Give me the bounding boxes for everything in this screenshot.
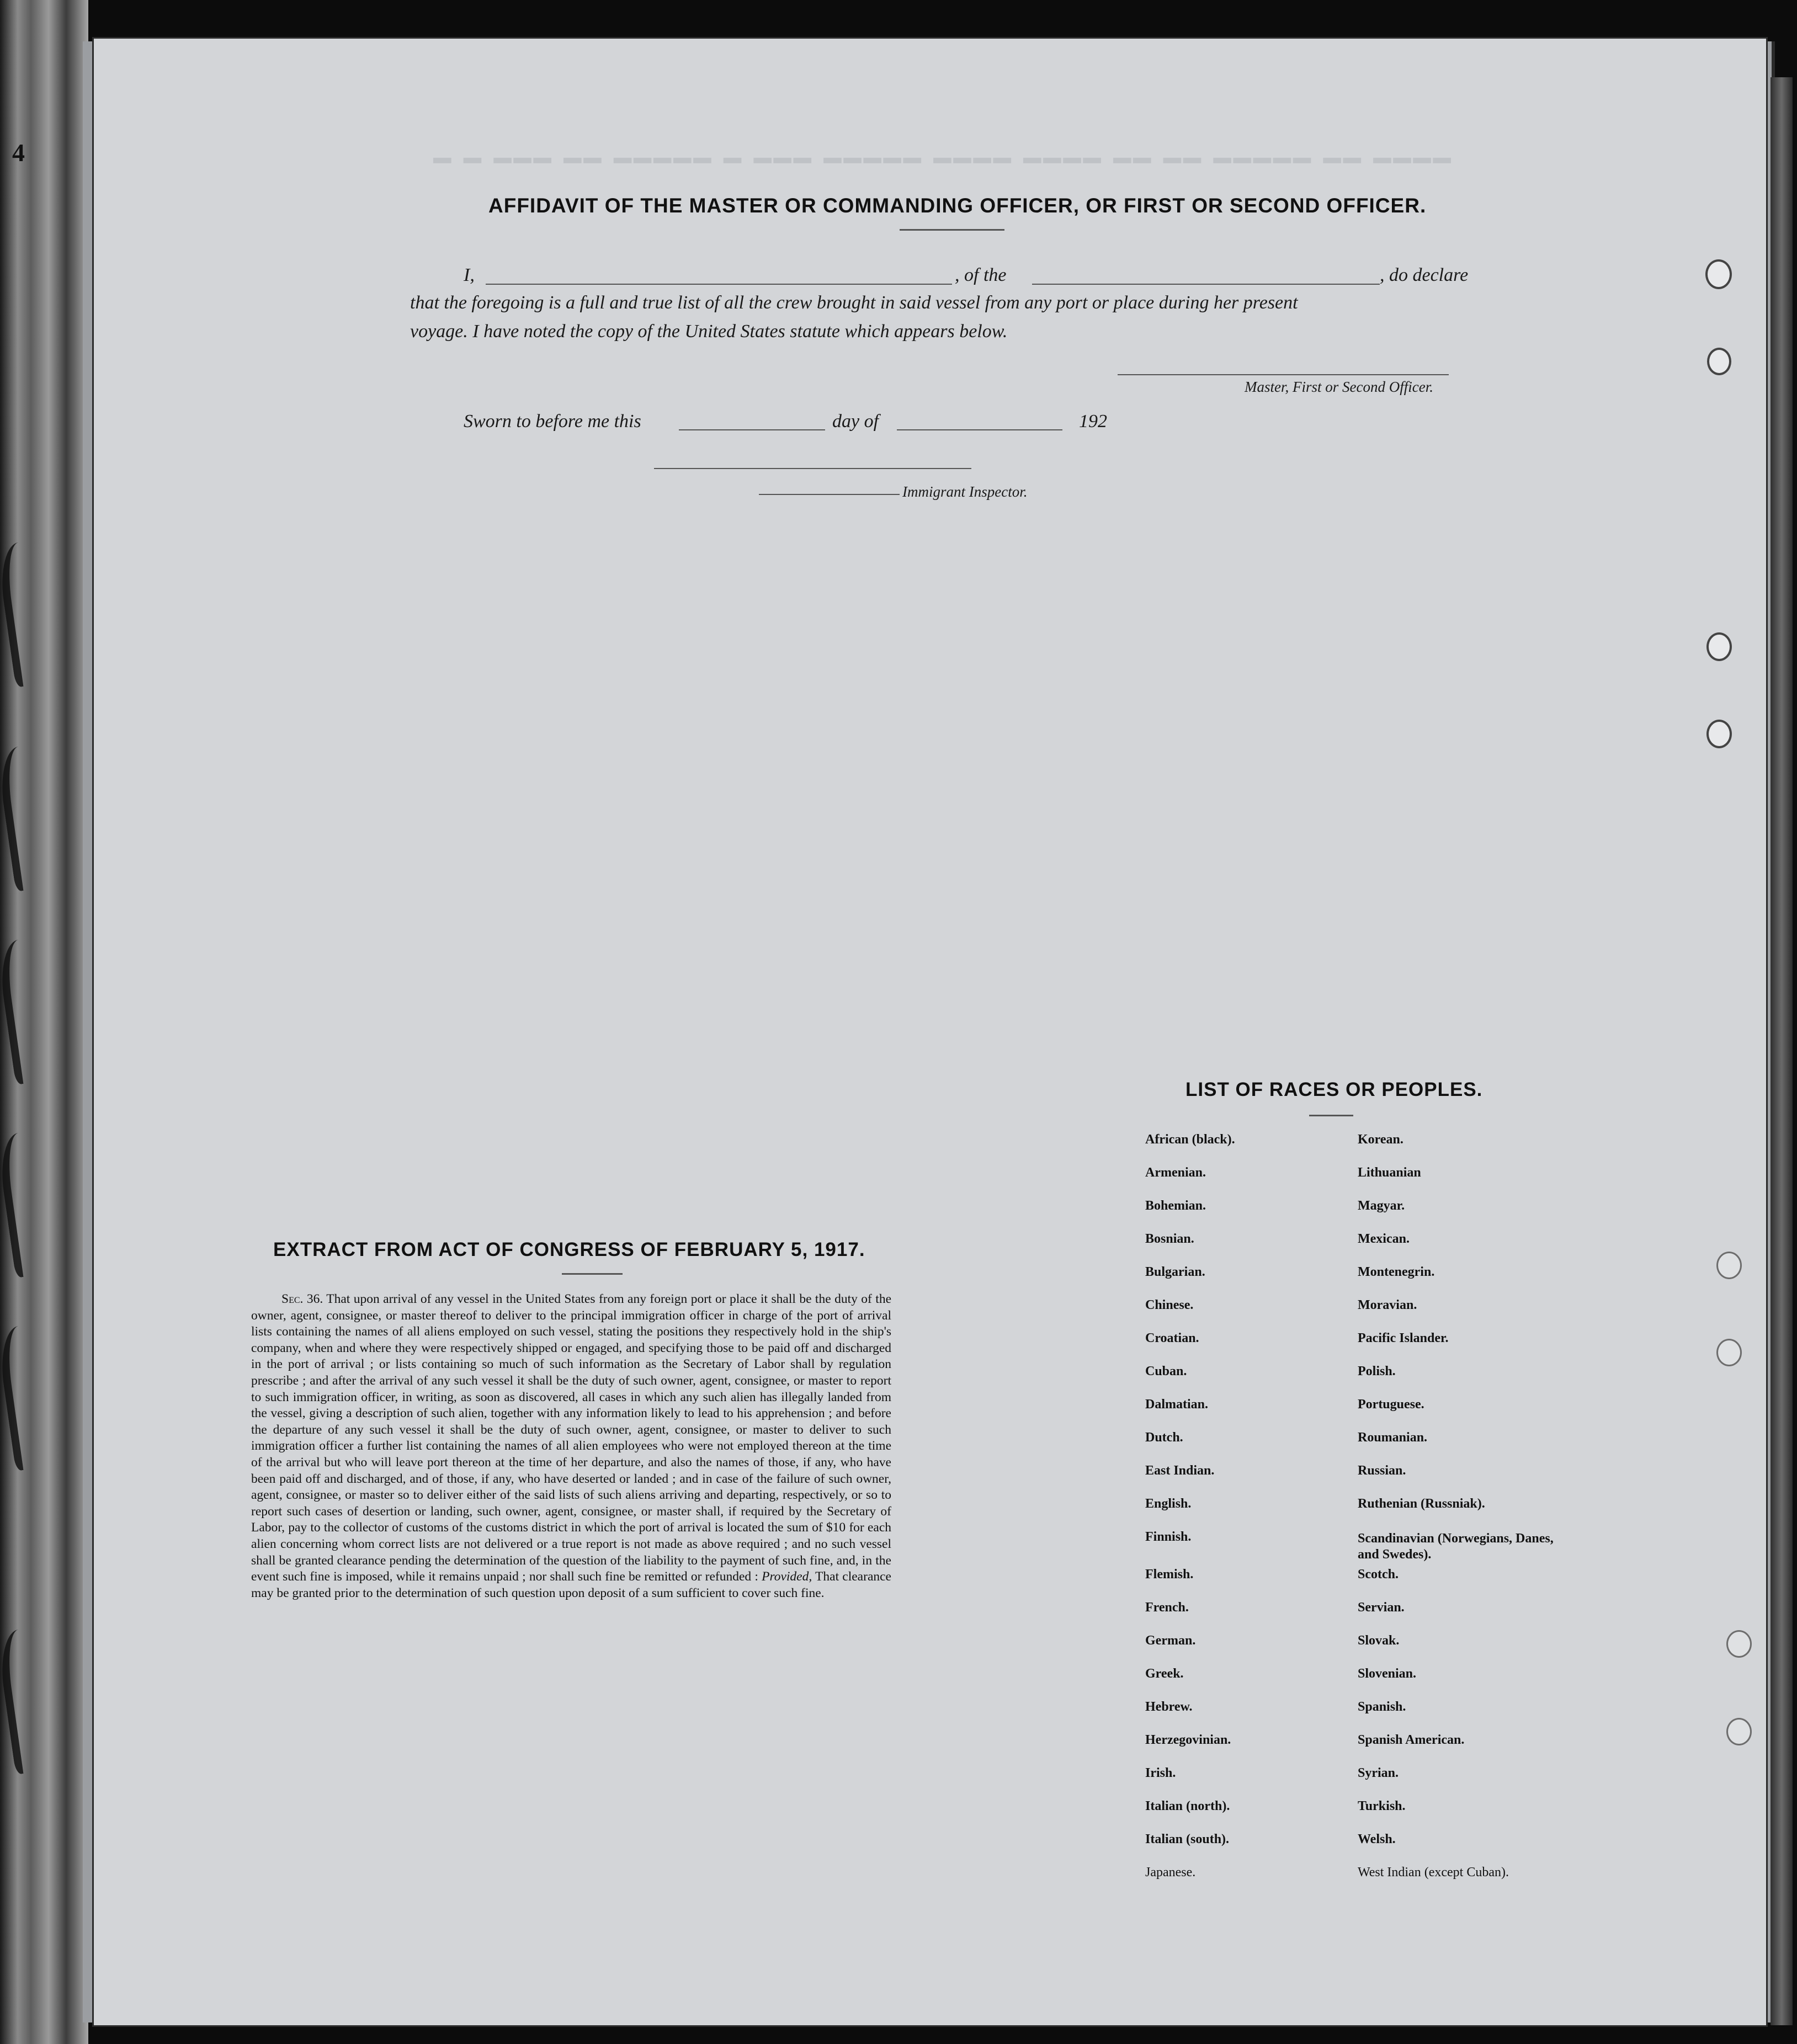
affidavit-text: voyage. I have noted the copy of the United States statute which appears below.	[410, 321, 1008, 342]
race-item: Finnish.	[1145, 1530, 1192, 1544]
race-item: Ruthenian (Russniak).	[1358, 1497, 1485, 1511]
affidavit-text: , of the	[955, 265, 1007, 285]
race-item: Croatian.	[1145, 1331, 1199, 1345]
sworn-year: 192	[1079, 411, 1107, 432]
punch-hole	[1707, 348, 1731, 375]
race-item: Portuguese.	[1358, 1397, 1424, 1412]
race-item: West Indian (except Cuban).	[1358, 1865, 1509, 1880]
race-item: Cuban.	[1145, 1364, 1187, 1378]
handwriting-mark	[0, 935, 73, 1085]
inspector-signature-line[interactable]	[654, 468, 971, 469]
handwriting-mark	[0, 537, 73, 688]
race-item: Hebrew.	[1145, 1700, 1193, 1714]
race-item: Herzegovinian.	[1145, 1733, 1231, 1747]
binder-edge	[0, 0, 88, 2044]
race-item: Mexican.	[1358, 1232, 1410, 1246]
race-item: Korean.	[1358, 1132, 1403, 1147]
race-item: Spanish.	[1358, 1700, 1406, 1714]
section-label: Sec. 36.	[281, 1292, 323, 1306]
month-blank[interactable]	[897, 429, 1062, 430]
page-number: 4	[12, 139, 25, 167]
divider	[900, 229, 1004, 231]
races-title: LIST OF RACES OR PEOPLES.	[1185, 1079, 1483, 1100]
bleed-through-text: ━ ━ ━━━ ━━ ━━━━━ ━ ━━━ ━━━━━ ━━━━ ━━━━ ━━ ━━ ━━━━━ ━━ ━━━━	[434, 145, 1454, 176]
punch-hole	[1716, 1339, 1742, 1366]
race-item: Polish.	[1358, 1364, 1396, 1378]
race-item: Chinese.	[1145, 1298, 1194, 1312]
race-item: Moravian.	[1358, 1298, 1417, 1312]
name-blank[interactable]	[486, 284, 952, 285]
race-item: Syrian.	[1358, 1766, 1399, 1780]
race-item: Irish.	[1145, 1766, 1176, 1780]
divider	[1309, 1115, 1353, 1116]
race-item: Dutch.	[1145, 1430, 1183, 1445]
race-item: Italian (south).	[1145, 1832, 1230, 1846]
race-item: Dalmatian.	[1145, 1397, 1208, 1412]
race-item: Slovenian.	[1358, 1667, 1417, 1681]
statute-text: That upon arrival of any vessel in the United States from any foreign port or place it shall be the duty of the owner, agent, consignee, or master thereof to deliver to the principal immigration officer in charge of the port of arrival lists containing the names of all aliens employed on such vessel, stating the positions they respectively hold in the ship's company, when and where they were respectively shipped or engaged, and specifying those to be paid off and discharged in the port of arrival ; or lists containing so much of such information as the Secretary of Labor shall by regulation prescribe ; and after the arrival of any such vessel it shall be the duty of such owner, agent, consignee, or master to report to such immigration officer, in writing, as soon as discovered, all cases in which any such alien has illegally landed from the vessel, giving a description of such alien, together with any information likely to lead to his apprehension ; and before the departure of any such vessel it shall be the duty of such owner, agent, consignee, or master to deliver to such immigration officer a further list containing the names of all alien employees who were not employed thereon at the time of the arrival but who will leave port thereon at the time of her departure, and also the names of those, if any, who have been paid off and discharged, and of those, if any, who have deserted or landed ; and in case of the failure of such owner, agent, consignee, or master so to deliver either of the said lists of such aliens arriving and departing, respectively, or so to report such cases of desertion or landing, such owner, agent, consignee, or master shall, if required by the Secretary of Labor, pay to the collector of customs of the customs district in which the port of arrival is located the sum of $10 for each alien concerning whom correct lists are not delivered or a true report is not made as above required ; and no such vessel shall be granted clearance pending the determination of the question of the liability to the payment of such fine, and, in the event such fine is imposed, while it remains unpaid ; nor shall such fine be remitted or refunded :	[251, 1292, 892, 1584]
inspector-label: Immigrant Inspector.	[902, 483, 1028, 500]
affidavit-text: , do declare	[1380, 265, 1469, 285]
affidavit-text: I,	[464, 265, 475, 285]
race-item: Magyar.	[1358, 1199, 1405, 1213]
sworn-text: Sworn to before me this	[464, 411, 641, 432]
race-item: Montenegrin.	[1358, 1265, 1435, 1279]
statute-text: That clearance may be granted prior to the determination of such question upon deposit of a sum sufficient to cover such fine.	[251, 1569, 891, 1600]
race-item: Pacific Islander.	[1358, 1331, 1449, 1345]
race-item: Welsh.	[1358, 1832, 1396, 1846]
provided-word: Provided,	[762, 1569, 812, 1584]
divider	[562, 1273, 623, 1275]
race-item: English.	[1145, 1497, 1192, 1511]
affidavit-title: AFFIDAVIT OF THE MASTER OR COMMANDING OFFICER, OR FIRST OR SECOND OFFICER.	[488, 194, 1427, 217]
race-item: Scotch.	[1358, 1567, 1399, 1582]
punch-hole	[1726, 1718, 1752, 1745]
race-item: Lithuanian	[1358, 1165, 1421, 1180]
race-item: Russian.	[1358, 1463, 1406, 1478]
sworn-text: day of	[832, 411, 879, 432]
race-item: Japanese.	[1145, 1865, 1196, 1880]
race-item: Scandinavian (Norwegians, Danes, and Swedes).	[1358, 1531, 1554, 1562]
punch-hole	[1706, 632, 1732, 661]
race-item: Spanish American.	[1358, 1733, 1465, 1747]
race-item: Italian (north).	[1145, 1799, 1230, 1813]
handwriting-mark	[0, 1321, 73, 1471]
race-item: Servian.	[1358, 1600, 1405, 1615]
race-item: Bulgarian.	[1145, 1265, 1205, 1279]
binder-right-edge	[1771, 77, 1793, 2025]
handwriting-mark	[0, 1625, 73, 1775]
race-item: Flemish.	[1145, 1567, 1194, 1582]
signature-line[interactable]	[1118, 374, 1449, 375]
punch-hole	[1705, 259, 1732, 289]
race-item: Turkish.	[1358, 1799, 1406, 1813]
inspector-line[interactable]	[759, 494, 900, 495]
statute-paragraph	[251, 1291, 891, 1601]
handwriting-mark	[0, 1128, 73, 1278]
race-item: German.	[1145, 1633, 1196, 1648]
signature-label: Master, First or Second Officer.	[1245, 379, 1433, 395]
race-item: Greek.	[1145, 1667, 1184, 1681]
race-item: Armenian.	[1145, 1165, 1206, 1180]
races-list	[1145, 1132, 1587, 1905]
affidavit-text: that the foregoing is a full and true list of all the crew brought in said vessel from any port or place during her present	[410, 292, 1298, 313]
race-item: French.	[1145, 1600, 1189, 1615]
punch-hole	[1706, 720, 1732, 748]
race-item: East Indian.	[1145, 1463, 1215, 1478]
handwriting-mark	[0, 742, 73, 892]
race-item: Slovak.	[1358, 1633, 1400, 1648]
race-item: Roumanian.	[1358, 1430, 1428, 1445]
race-item: Bosnian.	[1145, 1232, 1194, 1246]
race-item: African (black).	[1145, 1132, 1235, 1147]
punch-hole	[1716, 1252, 1742, 1279]
race-item: Bohemian.	[1145, 1199, 1206, 1213]
vessel-blank[interactable]	[1032, 284, 1380, 285]
punch-hole	[1726, 1630, 1752, 1658]
day-blank[interactable]	[679, 429, 825, 430]
extract-title: EXTRACT FROM ACT OF CONGRESS OF FEBRUARY 5, 1917.	[273, 1239, 865, 1260]
